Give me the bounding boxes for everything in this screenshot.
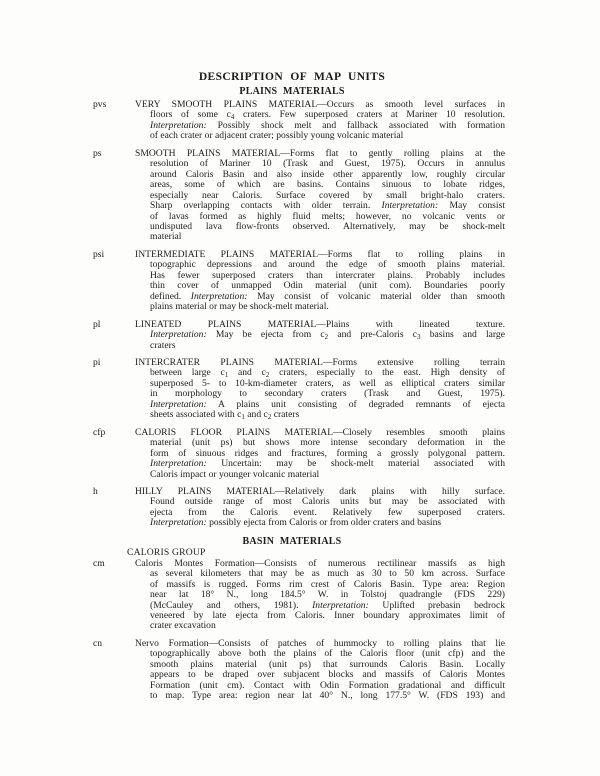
unit-description-line: CALORIS FLOOR PLAINS MATERIAL—Closely resembles smooth plains: [135, 426, 505, 438]
unit-description-line: SMOOTH PLAINS MATERIAL—Forms flat to gently rolling plains at the: [135, 147, 505, 159]
unit-description-line: Interpretation: Uncertain: may be shock-melt material associated with: [150, 458, 505, 470]
unit-description-line: veneered by late ejecta from Caloris. Inner boundary approximates limit of: [150, 610, 505, 622]
unit-pi: [93, 358, 600, 421]
unit-psi: [93, 250, 600, 313]
unit-description-line: LINEATED PLAINS MATERIAL—Plains with lineated texture.: [135, 318, 505, 330]
unit-description-line: (McCauley and others, 1981). Interpretation: Uplifted prebasin bedrock: [150, 599, 505, 611]
unit-description-line: as several kilometers that may be as much as 30 to 50 km across. Surface: [150, 568, 505, 580]
unit-description-line: crater excavation: [150, 620, 216, 632]
unit-description: [135, 250, 505, 313]
unit-description-line: material (unit ps) but shows more intense secondary deformation in the: [150, 437, 505, 449]
unit-ps: [93, 149, 600, 243]
unit-symbol: cn: [93, 637, 103, 649]
unit-description-line: INTERMEDIATE PLAINS MATERIAL—Forms flat to rolling plains in: [135, 248, 505, 260]
unit-description-line: topographically above both the plains of the Caloris floor (unit cfp) and the: [150, 648, 505, 660]
unit-description-line: of massifs is rugged. Forms rim crest of Caloris Basin. Type area: Region: [150, 578, 505, 590]
unit-symbol: pi: [93, 356, 101, 368]
unit-description-line: Sharp overlapping contacts with older terrain. Interpretation: May consist: [150, 200, 505, 212]
section-basin-materials: [0, 536, 600, 702]
unit-description-line: resolution of Mariner 10 (Trask and Guest, 1975). Occurs in annulus: [150, 158, 505, 170]
document-title: DESCRIPTION OF MAP UNITS: [198, 71, 386, 83]
unit-description-line: especially near Caloris. Surface covered by small bright-halo craters.: [150, 189, 505, 201]
unit-description-line: near lat 18° N., long 184.5° W. in Tolstoj quadrangle (FDS 229): [150, 589, 505, 601]
unit-description-line: craters: [150, 339, 176, 351]
unit-description-line: in morphology to secondary craters (Trask and Guest, 1975).: [150, 388, 505, 400]
unit-description-line: superposed 5- to 10-km-diameter craters, as well as elliptical craters similar: [150, 377, 505, 389]
unit-description-line: INTERCRATER PLAINS MATERIAL—Forms extensive rolling terrain: [135, 356, 505, 368]
unit-description-line: Found outside range of most Caloris units but may be associated with: [150, 496, 505, 508]
group-label: CALORIS GROUP: [127, 546, 206, 558]
unit-description: [135, 559, 505, 632]
unit-description-line: areas, some of which are basins. Contains sinuous to lobate ridges,: [150, 179, 505, 191]
unit-symbol: psi: [93, 248, 105, 260]
unit-symbol: pvs: [93, 99, 107, 110]
unit-symbol: ps: [93, 147, 102, 159]
unit-description: [135, 639, 505, 702]
unit-description: [135, 320, 505, 351]
unit-pl: [93, 320, 600, 351]
unit-pvs: [93, 100, 600, 142]
unit-description: [135, 358, 505, 421]
unit-description-line: Caloris Montes Formation—Consists of numerous rectilinear massifs as high: [135, 557, 505, 569]
unit-description-line: Interpretation: possibly ejecta from Caloris or from older craters and basins: [150, 517, 442, 529]
unit-description: [135, 428, 505, 480]
unit-description-line: plains material or may be shock-melt material.: [150, 301, 329, 313]
section-heading: BASIN MATERIALS: [242, 535, 342, 547]
section-plains-materials: [0, 86, 600, 529]
unit-description: [135, 487, 505, 529]
unit-description-line: Interpretation: May be ejecta from $c_2$ and pre-Caloris $c_3$ basins and large: [150, 329, 505, 342]
unit-description-line: of each crater or adjacent crater; possibly young volcanic material: [150, 130, 404, 142]
unit-description-line: Caloris impact or younger volcanic material: [150, 468, 320, 480]
unit-description-line: Nervo Formation—Consists of patches of hummocky to rolling plains that lie: [135, 637, 505, 649]
unit-symbol: cfp: [93, 426, 106, 438]
unit-description-line: undisputed lava flow-fronts observed. Alternatively, may be shock-melt: [150, 220, 505, 232]
unit-description-line: material: [150, 231, 182, 243]
unit-description-line: form of sinuous ridges and fractures, forming a grossly polygonal pattern.: [150, 447, 505, 459]
unit-description-line: appears to be draped over subjacent blocks and massifs of Caloris Montes: [150, 669, 505, 681]
unit-symbol: cm: [93, 557, 105, 569]
unit-description-line: to map. Type area: region near lat 40° N., long 177.5° W. (FDS 193) and: [150, 690, 505, 702]
unit-description-line: around Caloris Basin and also inside other apparently low, roughly circular: [150, 168, 505, 180]
unit-description-line: of lavas formed as highly fluid melts; however, no volcanic vents or: [150, 210, 505, 222]
unit-h: [93, 487, 600, 529]
unit-description-line: between large $c_1$ and $c_2$ craters, especially to the east. High density of: [150, 367, 505, 380]
unit-cn: [93, 639, 600, 702]
unit-description: [135, 149, 505, 243]
sections-container: [0, 86, 600, 702]
unit-description-line: ejecta from the Caloris event. Relatively few superposed craters.: [150, 506, 505, 518]
unit-description-line: Interpretation: A plains unit consisting of degraded remnants of ejecta: [150, 398, 505, 410]
unit-description-line: HILLY PLAINS MATERIAL—Relatively dark plains with hilly surface.: [135, 485, 505, 497]
unit-description-line: Interpretation: Possibly shock melt and fallback associated with formation: [150, 119, 505, 131]
unit-description-line: topographic depressions and around the edge of smooth plains material.: [150, 259, 505, 271]
unit-symbol: pl: [93, 318, 101, 330]
unit-description: [135, 100, 505, 142]
unit-description-line: thin cover of unmapped Odin material (unit com). Boundaries poorly: [150, 280, 505, 292]
unit-description-line: smooth plains material (unit ps) that surrounds Caloris Basin. Locally: [150, 658, 505, 670]
unit-description-line: Formation (unit cm). Contact with Odin Formation gradational and difficult: [150, 679, 505, 691]
unit-description-line: Has fewer superposed craters than intercrater plains. Probably includes: [150, 269, 505, 281]
unit-symbol: h: [93, 485, 98, 497]
unit-description-line: sheets associated with $c_1$ and $c_2$ craters: [150, 409, 300, 422]
unit-description-line: defined. Interpretation: May consist of volcanic material older than smooth: [150, 290, 505, 302]
unit-cm: [93, 559, 600, 632]
page-content: [0, 71, 600, 709]
unit-cfp: [93, 428, 600, 480]
unit-description-line: floors of some $c_4$ craters. Few superposed craters at Mariner 10 resolution.: [150, 109, 505, 122]
section-heading: PLAINS MATERIALS: [239, 86, 345, 97]
unit-description-line: VERY SMOOTH PLAINS MATERIAL—Occurs as smooth level surfaces in: [135, 99, 505, 110]
